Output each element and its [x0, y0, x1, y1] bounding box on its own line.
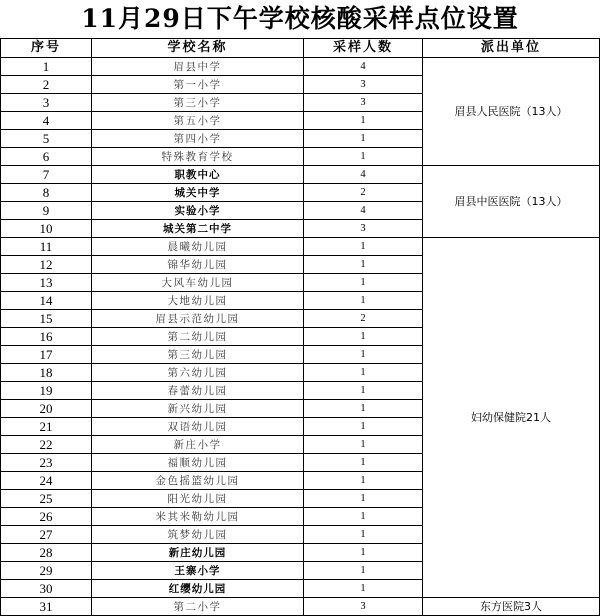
school-name: 春蕾幼儿园: [92, 382, 304, 400]
row-index: 22: [1, 436, 92, 454]
sample-count: 1: [304, 544, 423, 562]
sample-count: 4: [304, 58, 423, 76]
sample-count: 1: [304, 580, 423, 598]
sample-count: 1: [304, 292, 423, 310]
row-index: 27: [1, 526, 92, 544]
school-name: 第三幼儿园: [92, 346, 304, 364]
header-sample-count: 采样人数: [304, 39, 423, 58]
school-name: 第二幼儿园: [92, 328, 304, 346]
sample-count: 1: [304, 364, 423, 382]
sample-count: 1: [304, 382, 423, 400]
row-index: 26: [1, 508, 92, 526]
sample-count: 2: [304, 310, 423, 328]
sampling-table: [0, 38, 600, 616]
school-name: 大地幼儿园: [92, 292, 304, 310]
sample-count: 1: [304, 526, 423, 544]
table-row: [1, 166, 600, 184]
sample-count: 3: [304, 94, 423, 112]
row-index: 5: [1, 130, 92, 148]
school-name: 特殊教育学校: [92, 148, 304, 166]
school-name: 职教中心: [92, 166, 304, 184]
sample-count: 4: [304, 166, 423, 184]
row-index: 2: [1, 76, 92, 94]
sample-count: 1: [304, 238, 423, 256]
dispatch-unit: 东方医院3人: [423, 598, 600, 616]
school-name: 晨曦幼儿园: [92, 238, 304, 256]
school-name: 王寨小学: [92, 562, 304, 580]
sample-count: 2: [304, 184, 423, 202]
school-name: 眉县示范幼儿园: [92, 310, 304, 328]
row-index: 9: [1, 202, 92, 220]
header-school-name: 学校名称: [92, 39, 304, 58]
school-name: 阳光幼儿园: [92, 490, 304, 508]
school-name: 眉县中学: [92, 58, 304, 76]
school-name: 米其米勒幼儿园: [92, 508, 304, 526]
school-name: 第六幼儿园: [92, 364, 304, 382]
row-index: 24: [1, 472, 92, 490]
sample-count: 1: [304, 256, 423, 274]
school-name: 金色摇篮幼儿园: [92, 472, 304, 490]
school-name: 新庄幼儿园: [92, 544, 304, 562]
sample-count: 1: [304, 472, 423, 490]
sample-count: 1: [304, 274, 423, 292]
school-name: 城关中学: [92, 184, 304, 202]
sample-count: 1: [304, 562, 423, 580]
school-name: 第一小学: [92, 76, 304, 94]
row-index: 31: [1, 598, 92, 616]
school-name: 筑梦幼儿园: [92, 526, 304, 544]
school-name: 第四小学: [92, 130, 304, 148]
row-index: 25: [1, 490, 92, 508]
school-name: 锦华幼儿园: [92, 256, 304, 274]
table-body: [1, 58, 600, 616]
sample-count: 1: [304, 148, 423, 166]
row-index: 13: [1, 274, 92, 292]
row-index: 29: [1, 562, 92, 580]
row-index: 17: [1, 346, 92, 364]
school-name: 新兴幼儿园: [92, 400, 304, 418]
row-index: 23: [1, 454, 92, 472]
school-name: 实验小学: [92, 202, 304, 220]
school-name: 红缨幼儿园: [92, 580, 304, 598]
row-index: 19: [1, 382, 92, 400]
sample-count: 1: [304, 490, 423, 508]
school-name: 第二小学: [92, 598, 304, 616]
table-row: [1, 58, 600, 76]
row-index: 30: [1, 580, 92, 598]
school-name: 第五小学: [92, 112, 304, 130]
row-index: 1: [1, 58, 92, 76]
row-index: 21: [1, 418, 92, 436]
sample-count: 1: [304, 346, 423, 364]
sample-count: 1: [304, 130, 423, 148]
sample-count: 1: [304, 328, 423, 346]
school-name: 城关第二中学: [92, 220, 304, 238]
row-index: 10: [1, 220, 92, 238]
sample-count: 1: [304, 436, 423, 454]
sample-count: 3: [304, 220, 423, 238]
school-name: 第三小学: [92, 94, 304, 112]
dispatch-unit: 眉县中医医院（13人）: [423, 166, 600, 238]
page-title: 11月29日下午学校核酸采样点位设置: [81, 4, 519, 33]
school-name: 双语幼儿园: [92, 418, 304, 436]
header-index: 序号: [1, 39, 92, 58]
row-index: 3: [1, 94, 92, 112]
row-index: 16: [1, 328, 92, 346]
header-dispatch-unit: 派出单位: [423, 39, 600, 58]
dispatch-unit: 妇幼保健院21人: [423, 238, 600, 598]
row-index: 8: [1, 184, 92, 202]
sample-count: 3: [304, 598, 423, 616]
row-index: 14: [1, 292, 92, 310]
school-name: 大风车幼儿园: [92, 274, 304, 292]
header-row: [1, 39, 600, 58]
sample-count: 1: [304, 418, 423, 436]
table-row: [1, 238, 600, 256]
sample-count: 1: [304, 112, 423, 130]
table-row: [1, 598, 600, 616]
row-index: 6: [1, 148, 92, 166]
row-index: 4: [1, 112, 92, 130]
row-index: 15: [1, 310, 92, 328]
sample-count: 1: [304, 400, 423, 418]
sample-count: 1: [304, 508, 423, 526]
sample-count: 1: [304, 454, 423, 472]
school-name: 福顺幼儿园: [92, 454, 304, 472]
dispatch-unit: 眉县人民医院（13人）: [423, 58, 600, 166]
row-index: 7: [1, 166, 92, 184]
school-name: 新庄小学: [92, 436, 304, 454]
row-index: 12: [1, 256, 92, 274]
row-index: 28: [1, 544, 92, 562]
sample-count: 3: [304, 76, 423, 94]
row-index: 18: [1, 364, 92, 382]
row-index: 11: [1, 238, 92, 256]
sample-count: 4: [304, 202, 423, 220]
row-index: 20: [1, 400, 92, 418]
